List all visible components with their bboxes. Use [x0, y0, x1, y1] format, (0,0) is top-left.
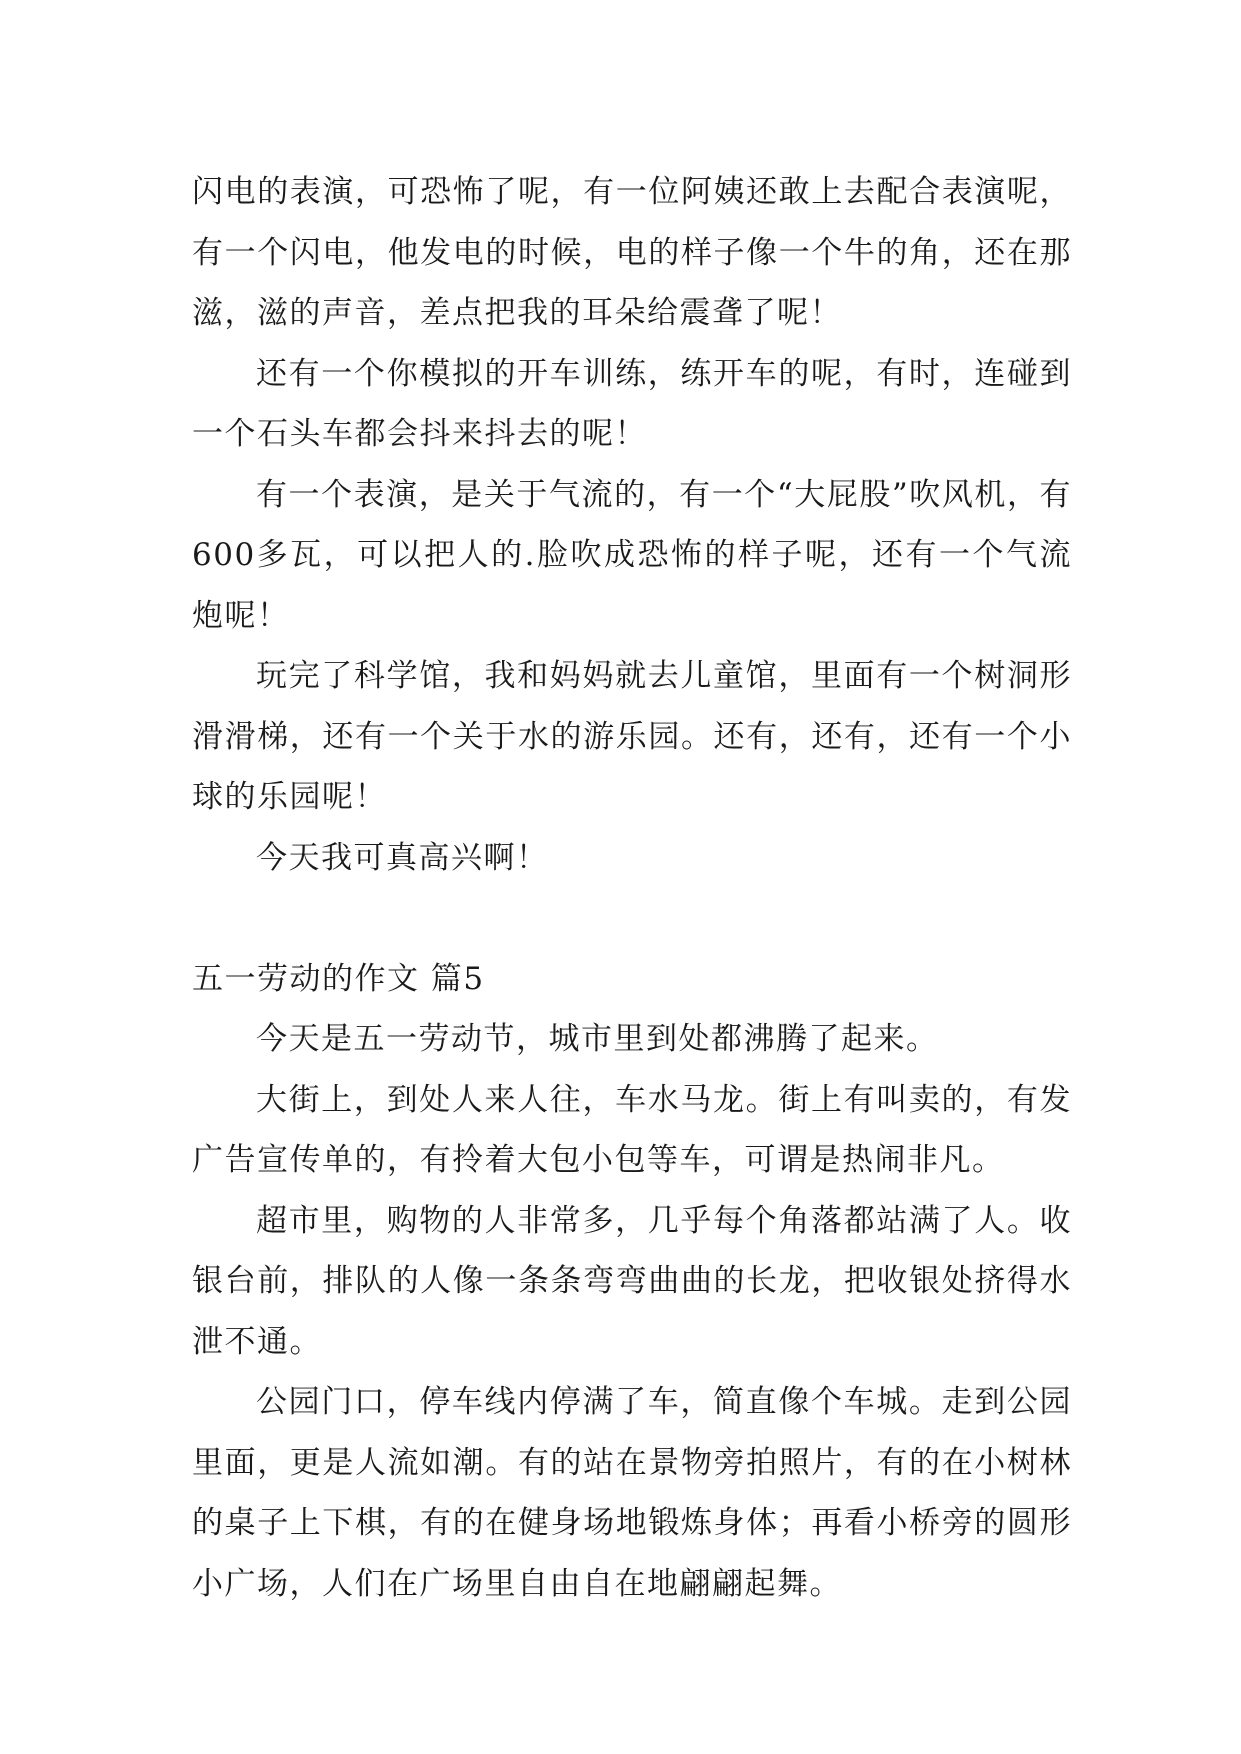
paragraph-childrens-hall: 玩完了科学馆，我和妈妈就去儿童馆，里面有一个树洞形滑滑梯，还有一个关于水的游乐园。还有，还有，还有一个小球的乐园呢！ — [192, 658, 1072, 815]
paragraph-airflow-show: 有一个表演，是关于气流的，有一个“大屁股”吹风机，有600多瓦，可以把人的.脸吹成恐怖的样子呢，还有一个气流炮呢！ — [192, 476, 1072, 634]
paragraph-labor-day-intro: 今天是五一劳动节，城市里到处都沸腾了起来。 — [256, 1021, 939, 1057]
section-spacer — [192, 888, 1072, 949]
document-body — [192, 162, 1072, 1614]
paragraph-lightning-show: 闪电的表演，可恐怖了呢，有一位阿姨还敢上去配合表演呢，有一个闪电，他发电的时候，电的样子像一个牛的角，还在那滋，滋的声音，差点把我的耳朵给震聋了呢！ — [192, 174, 1072, 331]
paragraph-street-scene: 大街上，到处人来人往，车水马龙。街上有叫卖的，有发广告宣传单的，有拎着大包小包等车，可谓是热闹非凡。 — [192, 1081, 1072, 1178]
paragraph-supermarket-scene: 超市里，购物的人非常多，几乎每个角落都站满了人。收银台前，排队的人像一条条弯弯曲曲的长龙，把收银处挤得水泄不通。 — [192, 1202, 1072, 1360]
section-heading: 五一劳动的作文 篇5 — [192, 960, 485, 997]
paragraph-driving-simulation: 还有一个你模拟的开车训练，练开车的呢，有时，连碰到一个石头车都会抖来抖去的呢！ — [192, 355, 1072, 452]
paragraph-park-scene: 公园门口，停车线内停满了车，简直像个车城。走到公园里面，更是人流如潮。有的站在景物旁拍照片，有的在小树林的桌子上下棋，有的在健身场地锻炼身体；再看小桥旁的圆形小广场，人们在广场里自由自在地翩翩起舞。 — [192, 1384, 1072, 1602]
paragraph-happy-day: 今天我可真高兴啊！ — [256, 839, 549, 876]
